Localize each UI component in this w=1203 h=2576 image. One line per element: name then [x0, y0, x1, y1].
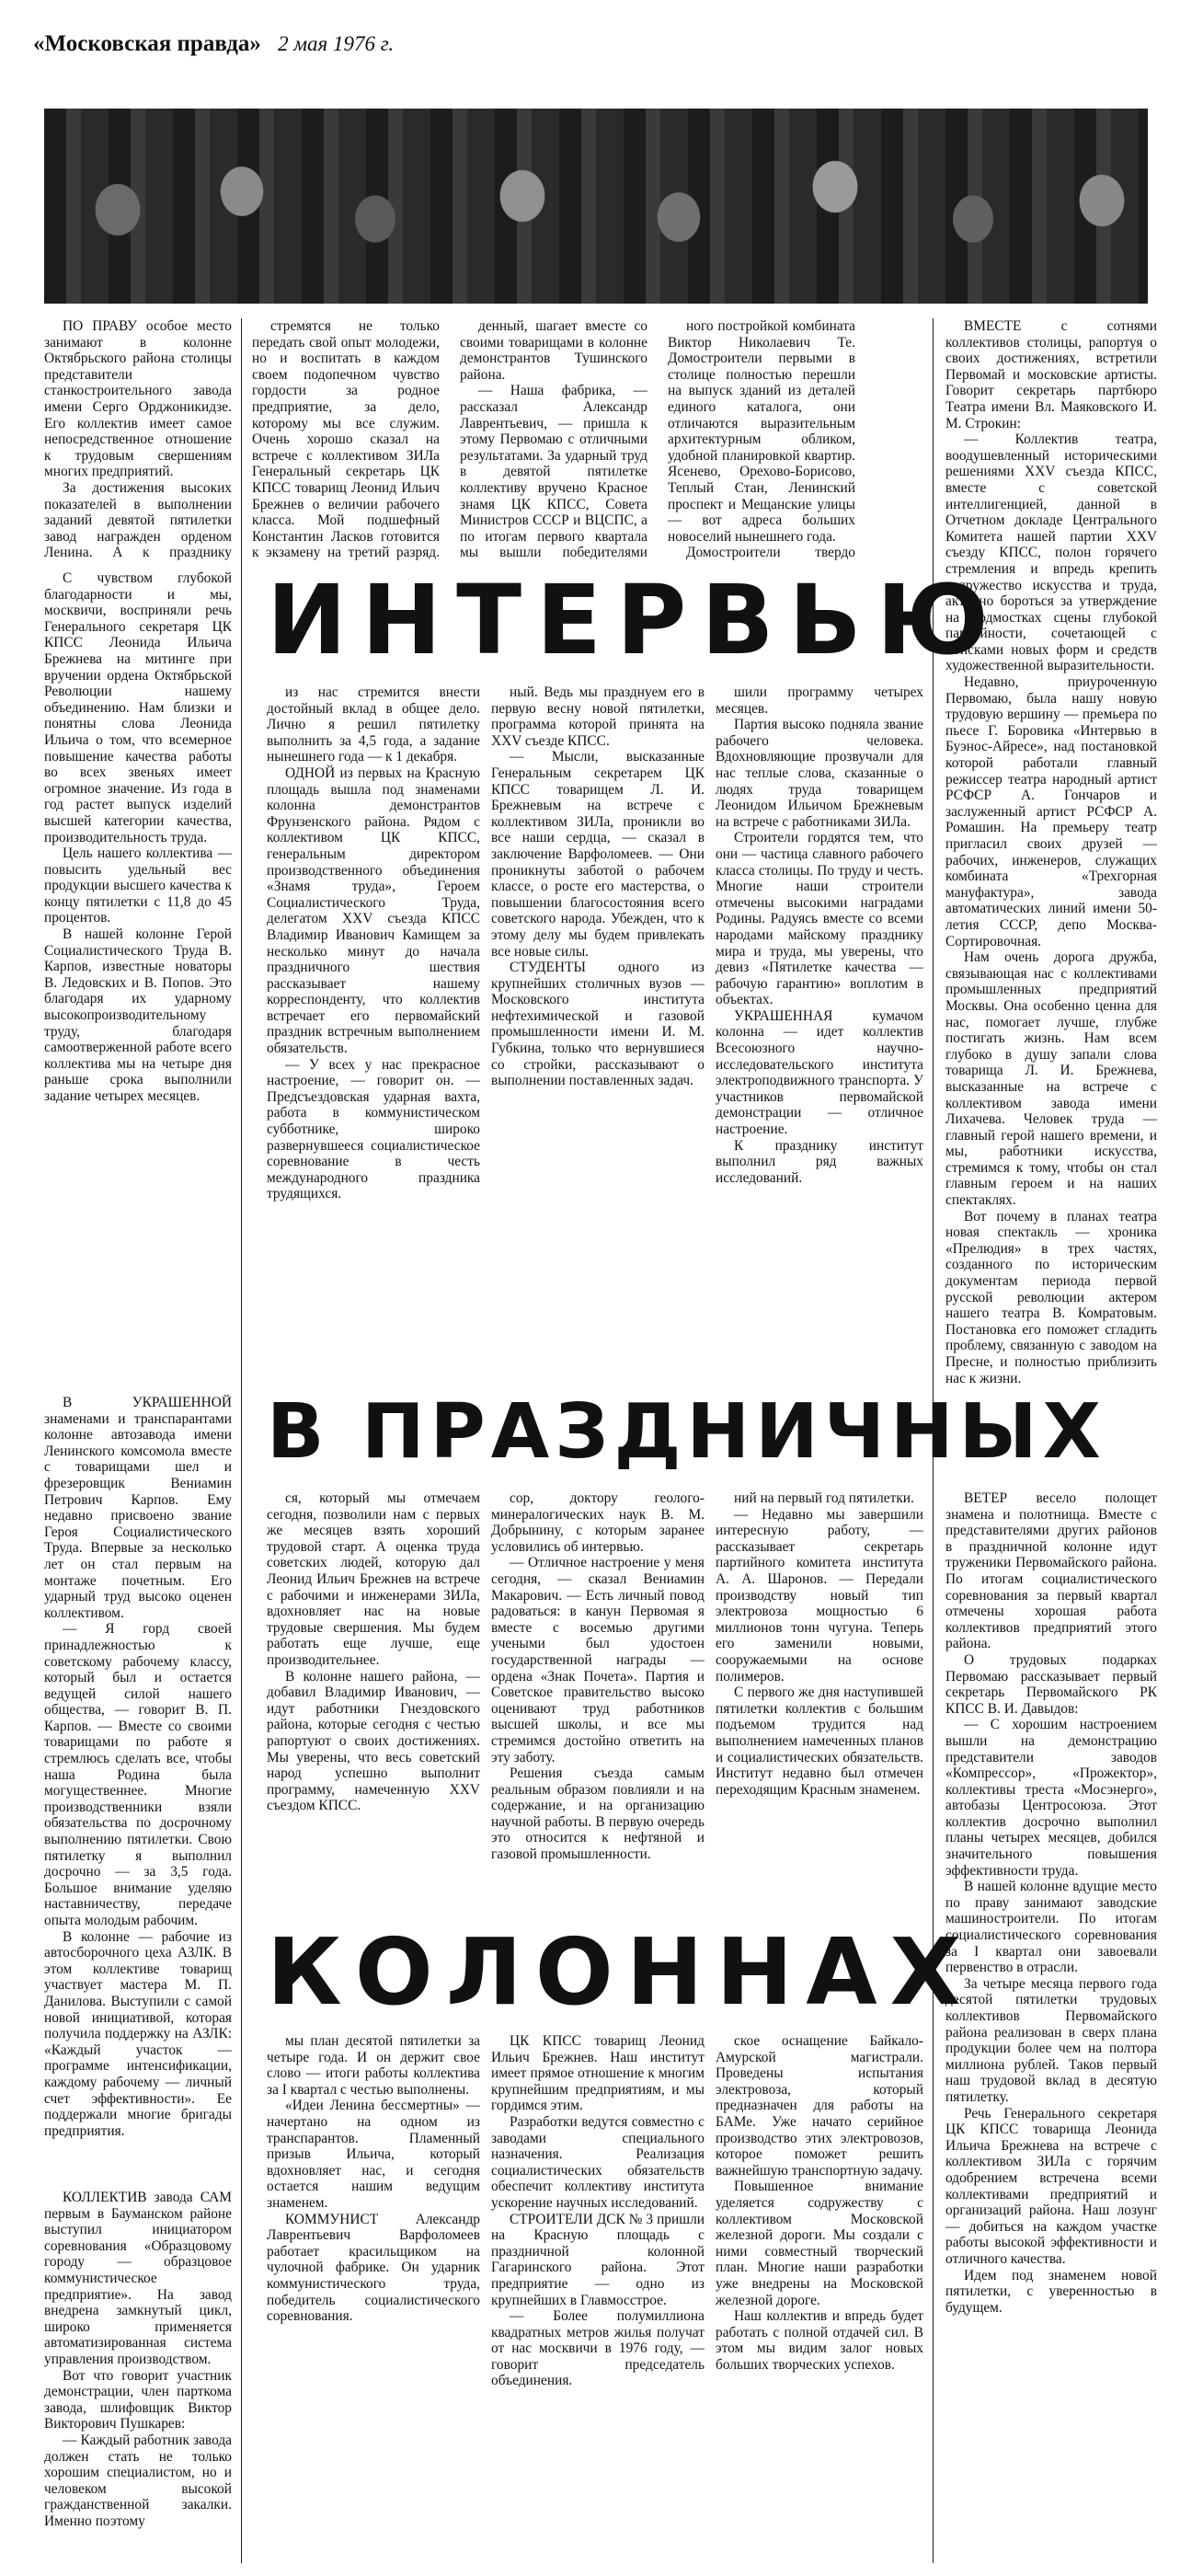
article-paragraph: — Наша фабрика, — рассказал Александр Лаврентьевич, — пришла к этому Первомаю с отличными результатами. За ударный труд в девятой пятилетке коллективу вручено Красное знамя ЦК КПСС, Совета Министров СССР и ВЦСПС, а по итогам первого квартала мы вышли победителями [460, 383, 647, 561]
article-paragraph: ВМЕСТЕ с сотнями коллективов столицы, рапортуя о своих достижениях, встретили Первомай и московские артисты. Говорит секретарь партбюро Театра имени Вл. Маяковского И. М. Строкин: [945, 318, 1157, 431]
article-paragraph: СТУДЕНТЫ одного из крупнейших столичных вузов — Московского института нефтехимической и газовой промышленности имени И. М. Губкина, только что вернувшиеся со стройки, рассказывают о выполнении поставленных задач. [491, 960, 705, 1089]
article-paragraph: — Я горд своей принадлежностью к советскому рабочему классу, который был и остается ведущей силой нашего общества, — говорит В. П. Карпов. — Вместе со своими товарищами по работе я стремлюсь сделать все, чтобы наша Родина была могущественнее. Многие производственники взяли обязательства по досрочному выполнению пятилетки. Свою пятилетку я выполнил досрочно — за 3,5 года. Большое внимание уделяю наставничеству, передаче опыта молодым рабочим. [44, 1621, 232, 1928]
article-column-3-top [460, 318, 647, 561]
article-paragraph: ЦК КПСС товарищ Леонид Ильич Брежнев. Наш институт имеет прямое отношение к многим крупнейшим предприятиям, и мы гордимся этим. [491, 2033, 705, 2114]
article-paragraph: — Коллектив театра, воодушевленный историческими решениями XXV съезда КПСС, вместе с советской интеллигенцией, данной в Отчетном докладе Центрального Комитета нашей партии XXV съезду КПСС, полон горячего стремления и впредь крепить содружество искусства и труда, активно бороться за утверждение на подмостках сцены глубокой партийности, сочетающей с поисками новых форм и средств художественной выразительности. [945, 431, 1157, 674]
article-column-2-low [267, 1490, 480, 1914]
article-paragraph: Вот что говорит участник демонстрации, член парткома завода, шлифовщик Виктор Викторович Пушкарев: [44, 2367, 232, 2432]
article-paragraph: Повышенное внимание уделяется содружеству с коллективом Московской железной дороги. Мы создали с ними совместный творческий план. Многие наши разработки уже внедрены на Московской железной дороге. [716, 2179, 923, 2308]
article-column-1-bottom [44, 2190, 232, 2567]
article-paragraph: мы план десятой пятилетки за четыре года. И он держит свое слово — итоги работы коллектива за I квартал с честью выполнены. [267, 2033, 480, 2098]
article-paragraph: ний на первый год пятилетки. [734, 1490, 914, 1506]
headline-columns: КОЛОННАХ [267, 1918, 974, 2026]
article-paragraph: ся, который мы отмечаем сегодня, позволили нам с первых же месяцев взять хороший трудовой старт. А оценка труда советских людей, которую дал Леонид Ильич Брежнев на встрече с рабочими и инженерами ЗИЛа, вдохновляет нас на новые трудовые свершения. Мы будем работать еще лучше, еще производительнее. [267, 1490, 480, 1668]
article-paragraph: Вот почему в планах театра новая спектакль — хроника «Прелюдия» в трех частях, созданного по историческим документам периода первой русской революции актером нашего театра В. Комратовым. Постановка его поможет сгладить проблему, связанную с заводом на Пресне, и полностью приблизить нас к жизни. [945, 1208, 1157, 1386]
article-paragraph: Строители гордятся тем, что они — частица славного рабочего класса столицы. По труду и честь. Многие наши строители отмечены высокими наградами Родины. Радуясь вместе со всеми народами майскому празднику мира и труда, мы уверены, что девиз «Пятилетке качества — рабочую гарантию» воплотим в объектах. [716, 830, 923, 1008]
article-paragraph: денный, шагает вместе со своими товарищами в колонне демонстрантов Тушинского района. [460, 318, 647, 383]
issue-date: 2 мая 1976 г. [278, 32, 395, 55]
article-column-1-top [44, 318, 232, 561]
headline-interview: ИНТЕРВЬЮ [267, 564, 1003, 676]
article-paragraph: шили программу четырех месяцев. [716, 684, 923, 717]
article-column-2-top [252, 318, 440, 561]
article-paragraph: Партия высоко подняла звание рабочего человека. Вдохновляющие прозвучали для нас теплые слова, сказанные о людях труда товарищем Леонидом Ильичом Брежневым на встрече с работниками ЗИЛа. [716, 717, 923, 830]
crowd-photo [44, 109, 1148, 304]
article-paragraph: сор, доктору геолого-минералогических наук В. М. Добрынину, с которым заранее условились об интервью. [491, 1490, 705, 1555]
article-paragraph: С чувством глубокой благодарности и мы, москвичи, восприняли речь Генерального секретаря ЦК КПСС Леонида Ильича Брежнева на митинге при вручении ордена Октябрьской Революции нашему объединению. Нам близки и понятны слова Леонида Ильича о том, что всемерное повышение качества работы во всех звеньях имеет огромное значение. Из года в год растет выпуск изделий высшей категории качества, производительность труда. [44, 570, 232, 845]
article-paragraph: — У всех у нас прекрасное настроение, — говорит он. — Предсъездовская ударная вахта, работа в коммунистическом субботнике, широко развернувшееся социалистическое соревнование в честь международного праздника трудящихся. [267, 1056, 480, 1202]
masthead [33, 31, 769, 64]
article-paragraph: Домостроители твердо [686, 545, 855, 561]
article-paragraph: — Более полумиллиона квадратных метров жилья получат от нас москвичи в 1976 году, — говорит председатель объединения. [491, 2308, 705, 2389]
article-paragraph: В нашей колонне Герой Социалистического Труда В. Карпов, известные новаторы В. Ледовских и В. Попов. Это благодаря их ударному высокопроизводительному труду, благодаря самоотверженной работе всего коллектива мы на четыре дня раньше срока выполнили задание четырех месяцев. [44, 926, 232, 1104]
article-paragraph: — Мысли, высказанные Генеральным секретарем ЦК КПСС товарищем Л. И. Брежневым на встрече с коллективом ЗИЛа, проникли во все наши сердца, — сказал в заключение Варфоломеев. — Они проникнуты заботой о рабочем классе, о росте его мастерства, о повышении благосостояния всего советского народа. Убежден, что к этому делу мы будем привлекать все новые силы. [491, 749, 705, 960]
article-column-4-mid [716, 684, 923, 1384]
article-column-2-mid [267, 684, 480, 1384]
article-paragraph: «Идеи Ленина бессмертны» — начертано на одном из транспарантов. Пламенный призыв Ильича, который вдохновляет нас, и сегодня остается нашим ведущим знаменем. [267, 2098, 480, 2211]
article-paragraph: За четыре месяца первого года десятой пятилетки трудовых коллективов Первомайского района реализован в сверх плана продукции более чем на полтора миллиона рублей. Таков первый наш трудовой вклад в десятую пятилетку. [945, 1975, 1157, 2105]
article-paragraph: С первого же дня наступившей пятилетки коллектив с большим подъемом трудится над выполнением намеченных планов и социалистических обязательств. Институт недавно был отмечен переходящим Красным знаменем. [716, 1685, 923, 1798]
article-paragraph: В колонне — рабочие из автосборочного цеха АЗЛК. В этом коллективе товарищ участвует мастера М. П. Данилова. Выступили с самой новой инициативой, которая получила поддержку на АЗЛК: «Каждый участок — программе интенсификации, каждому рабочему — личный счет эффективности». Ее поддержали многие бригады предприятия. [44, 1928, 232, 2139]
newspaper-title: «Московская правда» [33, 31, 261, 56]
article-paragraph: ного постройкой комбината Виктор Николаевич Те. Домостроители первыми в столице полностью перешли на выпуск зданий из деталей единого каталога, они отличаются выразительным архитектурным обликом, удобной планировкой квартир. Ясенево, Орехово-Борисово, Теплый Стан, Ленинский проспект и Мещанские улицы — вот адреса больших новоселий нынешнего года. [668, 318, 855, 545]
headline-in-holiday: В ПРАЗДНИЧНЫХ [267, 1388, 1106, 1476]
article-paragraph: из нас стремится внести достойный вклад в общее дело. Лично я решил пятилетку выполнить за 4,5 года, а задание нынешнего года — к 1 декабря. [267, 684, 480, 765]
article-paragraph: Нам очень дорога дружба, связывающая нас с коллективами промышленных предприятий Москвы. Она особенно ценна для нас, помогает лучше, глубже постигать жизнь. Нам всем глубоко в душу запали слова товарища Л. И. Брежнева, высказанные на встрече с коллективом завода имени Лихачева. Человек труда — главный герой нашего времени, и мы, работники искусства, стремимся к тому, чтобы он стал главным героем и на наших спектаклях. [945, 949, 1157, 1209]
article-paragraph: Наш коллектив и впредь будет работать с полной отдачей сил. В этом мы видим залог новых больших творческих успехов. [716, 2308, 923, 2373]
article-paragraph: КОММУНИСТ Александр Лаврентьевич Варфоломеев работает красильщиком на чулочной фабрике. Он ударник коммунистического труда, победитель социалистического соревнования. [267, 2211, 480, 2325]
article-paragraph: Разработки ведутся совместно с заводами специального назначения. Реализация социалистических обязательств обеспечит коллективу института ускорение научных исследований. [491, 2113, 705, 2211]
article-column-5-top [945, 318, 1157, 1386]
article-paragraph: ское оснащение Байкало-Амурской магистрали. Проведены испытания электровоза, который предназначен для работы на БАМе. Уже начато серийное производство этих электровозов, которое поможет решить важнейшую транспортную задачу. [716, 2033, 923, 2179]
article-column-1-low [44, 1395, 232, 2186]
article-paragraph: ОДНОЙ из первых на Красную площадь вышла под знаменами колонна демонстрантов Фрунзенского района. Рядом с коллективом ЦК КПСС, генеральным директором производственного объединения «Знамя труда», Героем Социалистического Труда, делегатом XXV съезда КПСС Владимир Иванович Камищем за несколько минут до начала праздничного шествия рассказывает нашему корреспонденту, что коллектив встречает его первомайский праздник встречным выполнением обязательств. [267, 765, 480, 1057]
article-paragraph: УКРАШЕННАЯ кумачом колонна — идет коллектив Всесоюзного научно-исследовательского института электроподвижного транспорта. У участников первомайской демонстрации — отличное настроение. [716, 1007, 923, 1138]
column-rule [241, 318, 242, 2563]
article-column-4-top [668, 318, 855, 561]
article-column-3-bottom [491, 2033, 705, 2567]
article-paragraph: ный. Ведь мы празднуем его в первую весну новой пятилетки, программа которой принята на XXV съезде КПСС. [491, 684, 705, 749]
article-paragraph: Решения съезда самым реальным образом повлияли и на содержание, и на организацию научной работы. В первую очередь это относится к нефтяной и газовой промышленности. [491, 1765, 705, 1863]
article-paragraph: СТРОИТЕЛИ ДСК № 3 пришли на Красную площадь с праздничной колонной Гагаринского района. Этот предприятие — одно из крупнейших в Главмосстрое. [491, 2211, 705, 2308]
article-paragraph: — Отличное настроение у меня сегодня, — сказал Вениамин Макарович. — Есть личный повод радоваться: в канун Первомая я вместе с восемью другими учеными был удостоен государственной награды — ордена «Знак Почета». Партия и Советское правительство высоко оценивают труд работников высшей школы, и все мы стремимся достойно ответить на эту заботу. [491, 1555, 705, 1765]
article-paragraph: — С хорошим настроением вышли на демонстрацию представители заводов «Компрессор», «Прожектор», коллективы треста «Мосэнерго», автобазы Центросоюза. Этот коллектив досрочно выполнил планы четырех месяцев, добился значительного повышения эффективности труда. [945, 1717, 1157, 1879]
article-column-4-bottom [716, 2033, 923, 2567]
article-paragraph: О трудовых подарках Первомаю рассказывает первый секретарь Первомайского РК КПСС В. И. Давыдов: [945, 1651, 1157, 1717]
article-column-2-bottom [267, 2033, 480, 2567]
article-column-5-low [945, 1490, 1157, 2558]
article-paragraph: В УКРАШЕННОЙ знаменами и транспарантами колонне автозавода имени Ленинского комсомола вместе с товарищами шел и фрезеровщик Вениамин Петрович Карпов. Ему недавно присвоено звание Героя Социалистического Труда. Впервые за несколько лет он стал первым на монтаже почетным. Его ударный труд высоко оценен коллективом. [44, 1395, 232, 1621]
article-paragraph: — Каждый работник завода должен стать не только хорошим специалистом, но и человеком высокой гражданственной закалки. Именно поэтому [44, 2432, 232, 2529]
article-paragraph: ВЕТЕР весело полощет знамена и полотнища. Вместе с представителями других районов в праздничной колонне идут труженики Первомайского района. По итогам социалистического соревнования за первый квартал отмечены хорошая работа коллективов предприятий этого района. [945, 1490, 1157, 1652]
article-paragraph: За достижения высоких показателей в выполнении заданий девятой пятилетки завод награжден орденом Ленина. А к празднику [44, 479, 232, 561]
article-paragraph: ПО ПРАВУ особое место занимают в колонне Октябрьского района столицы представители станкостроительного завода имени Серго Орджоникидзе. Его коллектив имеет самое непосредственное отношение к трудовым свершениям многих предприятий. [44, 318, 232, 480]
article-paragraph: В колонне нашего района, — добавил Владимир Иванович, — идут работники Гнездовского района, которые сегодня с честью рапортуют о своих достижениях. Мы уверены, что весь советский народ успешно выполнит программу, намеченную XXV съездом КПСС. [267, 1668, 480, 1814]
article-paragraph: Идем под знаменем новой пятилетки, с уверенностью в будущем. [945, 2267, 1157, 2316]
article-column-3-low [491, 1490, 705, 1914]
article-paragraph: Недавно, приуроченную Первомаю, была нашу новую трудовую вершину — премьера по пьесе Г. Боровика «Интервью в Буэнос-Айресе», над постановкой которой работали главный режиссер театра народный артист РСФСР А. Гончаров и заслуженный артист РСФСР А. Ромашин. На премьеру театр пригласил своих друзей — рабочих, инженеров, служащих комбината «Трехгорная мануфактура», завода автоматических линий имени 50-летия СССР, депо Москва-Сортировочная. [945, 674, 1157, 949]
article-paragraph: стремятся не только передать свой опыт молодежи, но и воспитать в каждом своем подопечном чувство гордости за родное предприятие, за дело, которому мы все служим. Очень хорошо сказал на встрече с коллективом ЗИЛа Генеральный секретарь ЦК КПСС товарищ Леонид Ильич Брежнев о величии рабочего класса. Мой подшефный Константин Ласков готовится к экзамену на третий разряд. [252, 318, 440, 561]
article-paragraph: К празднику институт выполнил ряд важных исследований. [716, 1137, 923, 1186]
article-column-4-low [716, 1490, 923, 1914]
article-paragraph: — Недавно мы завершили интересную работу, — рассказывает секретарь партийного комитета института А. А. Шаронов. — Передали производству новый тип электровоза мощностью 6 миллионов тонн чугуна. Теперь его заменили новыми, сооружаемыми на основе полимеров. [716, 1506, 923, 1685]
article-column-3-mid [491, 684, 705, 1384]
article-column-1-mid [44, 570, 232, 1380]
article-paragraph: КОЛЛЕКТИВ завода САМ первым в Бауманском районе выступил инициатором соревнования «Образцовому городу — образцовое коммунистическое предприятие». На завод внедрена замкнутый цикл, широко применяется автоматизированная система управления производством. [44, 2190, 232, 2367]
article-paragraph: В нашей колонне вдущие место по праву занимают заводские машиностроители. По итогам социалистического соревнования за I квартал они завоевали первенство в отрасли. [945, 1879, 1157, 1976]
article-paragraph: Речь Генерального секретаря ЦК КПСС товарища Леонида Ильича Брежнева на встрече с коллективом ЗИЛа с горячим одобрением встречена всеми коллективами предприятий и организаций района. Наш лозунг — добиться на каждом участке работы высокой эффективности и отличного качества. [945, 2105, 1157, 2267]
article-paragraph: Цель нашего коллектива — повысить удельный вес продукции высшего качества к концу пятилетки с 11,8 до 45 процентов. [44, 845, 232, 926]
